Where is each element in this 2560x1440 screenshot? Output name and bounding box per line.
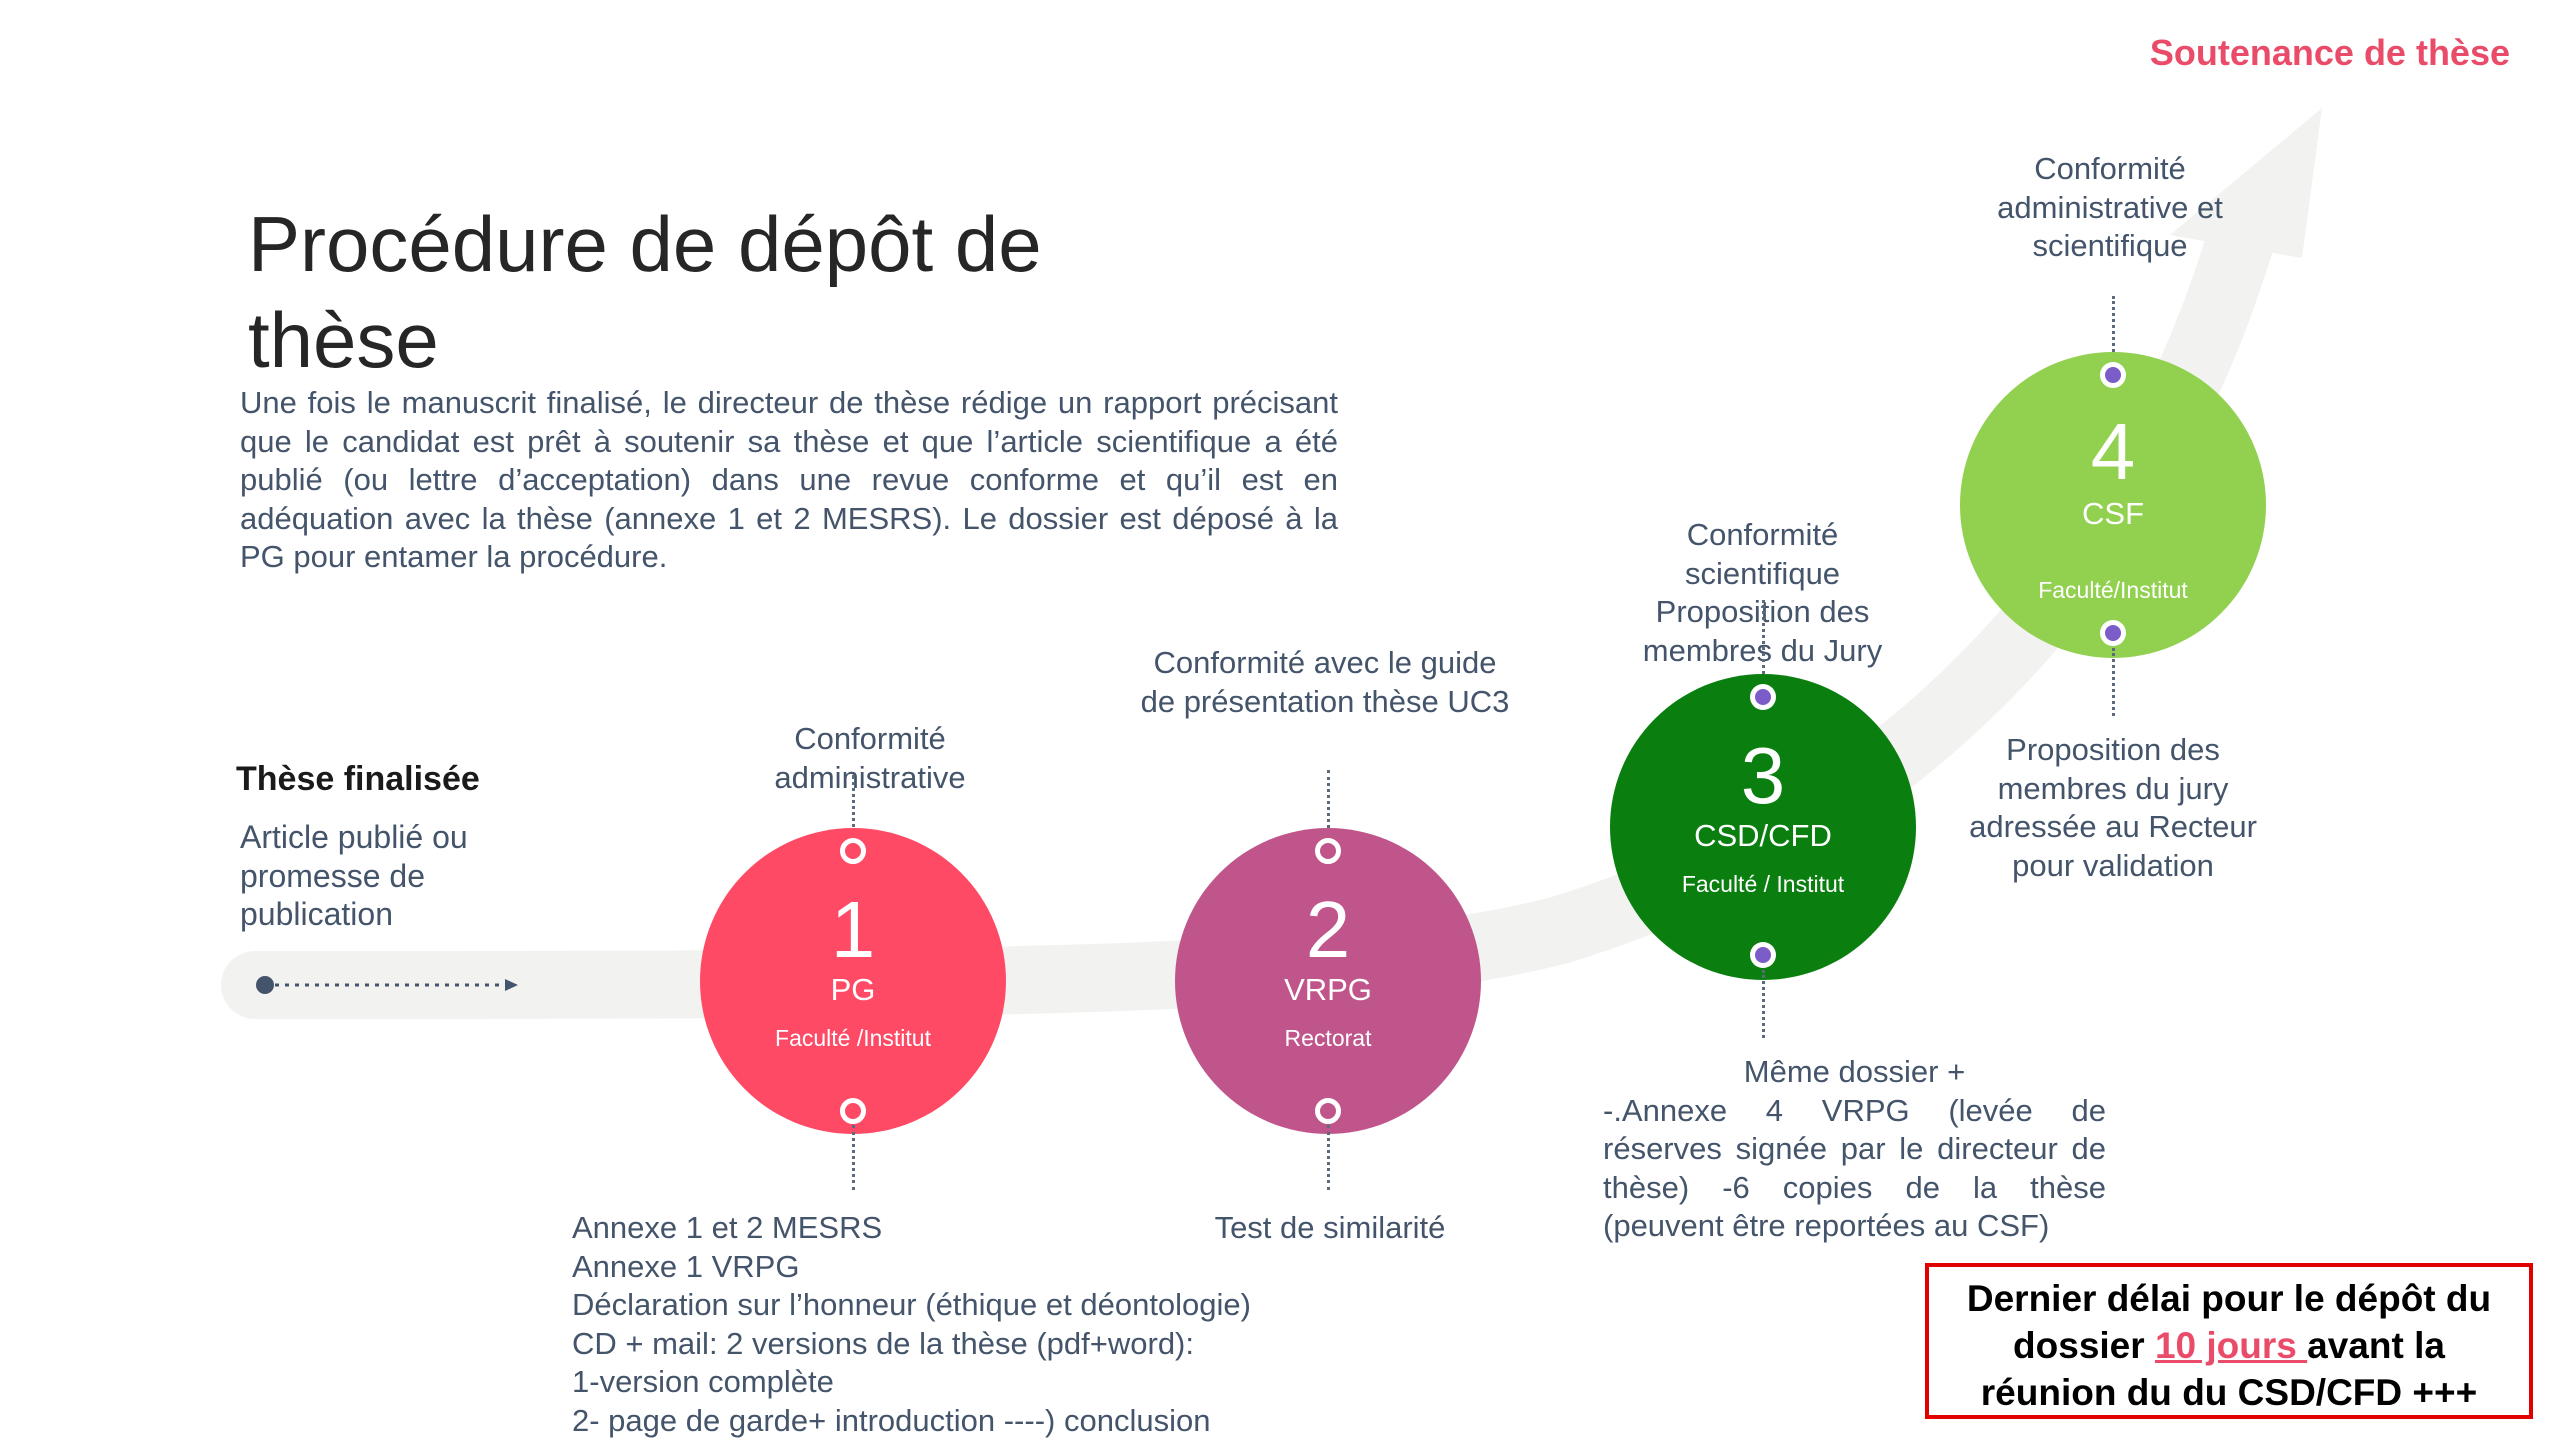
- step-1-top-marker: [840, 838, 866, 864]
- step-1-bottom-connector: [852, 1125, 855, 1190]
- step-4-top-marker: [2100, 362, 2126, 388]
- step-2-number: 2: [1305, 885, 1351, 974]
- goal-label: Soutenance de thèse: [2149, 32, 2510, 73]
- step-2-below-list: [1180, 1209, 1480, 1248]
- step-4-top-connector: [2112, 296, 2115, 358]
- step-1-below-item: 2- page de garde+ introduction ----) conclusion: [572, 1402, 1211, 1438]
- page-title: Procédure de dépôt de thèse: [248, 200, 1042, 384]
- step-3-code: CSD/CFD: [1694, 818, 1832, 853]
- step-3-top-connector: [1762, 600, 1765, 680]
- deadline-highlight: 10 jours: [2154, 1325, 2308, 1366]
- step-2-below-item: Test de similarité: [1214, 1210, 1446, 1245]
- step-2-above-label: Conformité avec le guide de présentation thèse UC3: [1140, 645, 1510, 719]
- step-1-code: PG: [830, 972, 876, 1007]
- step-1-below-item: Déclaration sur l’honneur (éthique et déontologie): [572, 1287, 1251, 1322]
- step-2-top-marker: [1315, 838, 1341, 864]
- deadline-line-3: réunion du du CSD/CFD +++: [1980, 1372, 2478, 1413]
- step-3-sub: Faculté / Institut: [1681, 871, 1845, 897]
- step-1-below-item: Annexe 1 VRPG: [572, 1248, 800, 1284]
- step-3-below-rest: -.Annexe 4 VRPG (levée de réserves signée par le directeur de thèse) -6 copies de la thèse (peuvent être reportées au CSF): [1603, 1092, 2106, 1243]
- step-4-code: CSF: [2082, 496, 2144, 531]
- step-1-below-item: CD + mail: 2 versions de la thèse (pdf+word):: [572, 1325, 1194, 1361]
- step-2-circle: [1175, 828, 1481, 1134]
- step-1-below-list: [572, 1209, 1251, 1440]
- deadline-line-1: Dernier délai pour le dépôt du: [1966, 1278, 2492, 1319]
- step-1-circle: [700, 828, 1006, 1134]
- step-3-below-list: [1603, 1053, 2106, 1246]
- step-2-code: VRPG: [1284, 972, 1372, 1007]
- step-4-circle: [1960, 352, 2266, 658]
- step-2-bottom-marker: [1315, 1098, 1341, 1124]
- start-text: Article publié ou promesse de publication: [240, 819, 468, 932]
- step-1-above-label: Conformité administrative: [774, 721, 966, 795]
- step-4-sub: Faculté/Institut: [2038, 577, 2188, 603]
- step-3-below-first-line: Même dossier +: [1743, 1054, 1966, 1089]
- step-3-circle: [1610, 674, 1916, 980]
- step-1-below-item: 1-version complète: [572, 1364, 834, 1399]
- step-4-number: 4: [2090, 407, 2136, 496]
- step-3-bottom-marker: [1750, 942, 1776, 968]
- step-2-bottom-connector: [1327, 1125, 1330, 1190]
- step-4-bottom-connector: [2112, 648, 2115, 716]
- step-1-below-item: Annexe 1 et 2 MESRS: [572, 1210, 883, 1245]
- step-2-top-connector: [1327, 770, 1330, 835]
- deadline-line-2: [1929, 1322, 2529, 1369]
- step-4-bottom-marker: [2100, 620, 2126, 646]
- intro-paragraph: Une fois le manuscrit finalisé, le directeur de thèse rédige un rapport précisant que le candidat est prêt à soutenir sa thèse et que l’article scientifique a été publié (ou lettre d’acceptation) dans une revue conforme et qu’il est en adéquation avec la thèse (annexe 1 et 2 MESRS). Le dossier est déposé à la PG pour entamer la procédure.: [240, 385, 1338, 574]
- step-2-sub: Rectorat: [1284, 1025, 1372, 1051]
- step-3-bottom-connector: [1762, 970, 1765, 1038]
- deadline-text-after: avant la: [2307, 1325, 2445, 1366]
- step-1-bottom-marker: [840, 1098, 866, 1124]
- step-4-above-label: Conformité administrative et scientifique: [1997, 151, 2223, 263]
- step-4-below-label: Proposition des membres du jury adressée au Recteur pour validation: [1969, 732, 2257, 883]
- start-title: Thèse finalisée: [236, 760, 480, 798]
- deadline-text-before: dossier: [2013, 1325, 2155, 1366]
- step-3-number: 3: [1740, 731, 1786, 820]
- step-3-above-label: Conformité scientifique Proposition des membres du Jury: [1642, 517, 1883, 668]
- step-3-top-marker: [1750, 684, 1776, 710]
- step-1-sub: Faculté /Institut: [775, 1025, 931, 1051]
- start-dot: [256, 976, 274, 994]
- step-1-top-connector: [852, 775, 855, 835]
- step-1-number: 1: [830, 885, 876, 974]
- deadline-notice: [1925, 1263, 2533, 1419]
